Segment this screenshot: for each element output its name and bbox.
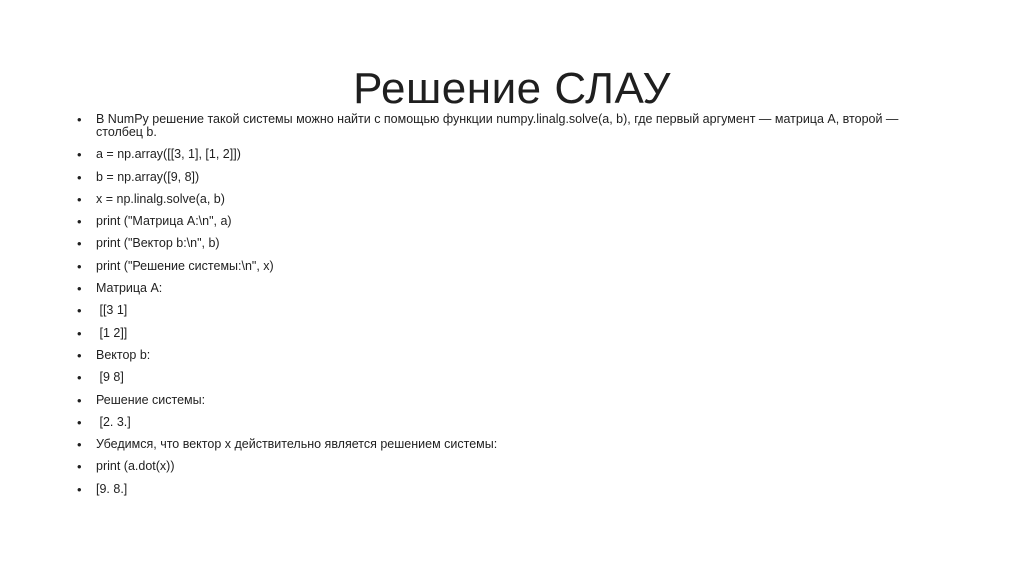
bullet-item: • [2. 3.] [77,416,937,429]
bullet-item: • x = np.linalg.solve(a, b) [77,193,937,206]
bullet-item: • print ("Матрица A:\n", a) [77,215,937,228]
bullet-item: • [9 8] [77,371,937,384]
bullet-item: • print (a.dot(x)) [77,460,937,473]
bullet-item: • print ("Вектор b:\n", b) [77,237,937,250]
bullet-item: • Убедимся, что вектор x действительно является решением системы: [77,438,937,451]
bullet-item: • print ("Решение системы:\n", x) [77,260,937,273]
bullet-item: • [1 2]] [77,327,937,340]
bullet-item: • Вектор b: [77,349,937,362]
bullet-item: • Матрица A: [77,282,937,295]
bullet-item: • b = np.array([9, 8]) [77,171,937,184]
bullet-item: • a = np.array([[3, 1], [1, 2]]) [77,148,937,161]
bullet-item: • [9. 8.] [77,483,937,496]
bullet-item: • Решение системы: [77,394,937,407]
slide-title: Решение СЛАУ [353,64,671,114]
bullet-item: • В NumPy решение такой системы можно найти с помощью функции numpy.linalg.solve(a, b), где первый аргумент — матрица A, второй — столбец b. [77,113,937,139]
bullet-item: • [[3 1] [77,304,937,317]
bullet-list [77,113,937,505]
